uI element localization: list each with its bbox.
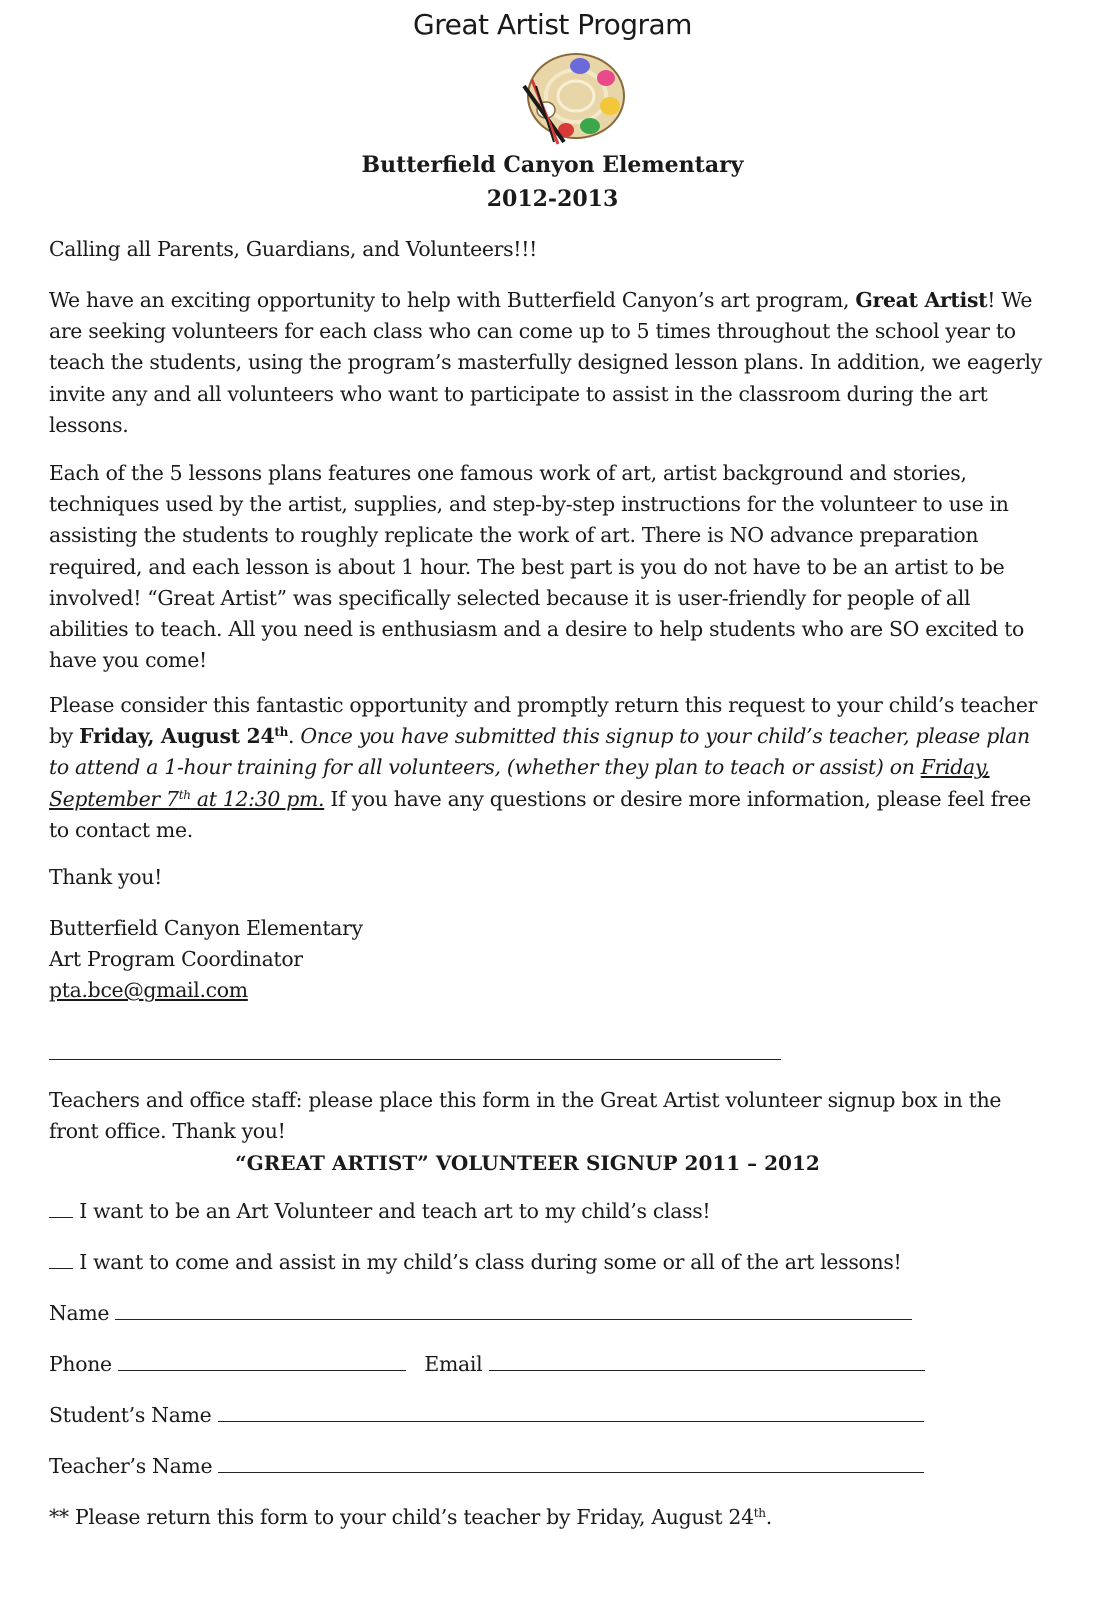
email-label: Email [424, 1352, 483, 1376]
name-input-line[interactable] [115, 1299, 912, 1320]
school-heading [0, 148, 1105, 216]
school-year: 2012-2013 [486, 186, 619, 212]
signup-heading: “GREAT ARTIST” VOLUNTEER SIGNUP 2011 – 2012 [235, 1151, 820, 1175]
option-teach-checkbox-line[interactable] [49, 1197, 73, 1218]
program-name-bold: Great Artist [855, 288, 988, 312]
paint-palette-icon [518, 50, 630, 146]
phone-input-line[interactable] [118, 1350, 406, 1371]
deadline-date: Friday, August 24th [79, 724, 288, 749]
name-label: Name [49, 1301, 110, 1325]
option-teach-label: I want to be an Art Volunteer and teach art to my child’s class! [79, 1199, 711, 1223]
greeting [49, 234, 1049, 265]
paragraph-intro [49, 285, 1049, 441]
phone-label: Phone [49, 1352, 112, 1376]
contact-fields [49, 1349, 925, 1380]
paragraph-lessons [49, 458, 1049, 676]
school-name: Butterfield Canyon Elementary [361, 152, 744, 178]
staff-note-text: Teachers and office staff: please place this form in the Great Artist volunteer signup box in the front office. Thank you! [49, 1088, 1002, 1144]
teacher-name-input-line[interactable] [218, 1452, 924, 1473]
intro-text: We have an exciting opportunity to help with Butterfield Canyon’s art program, [49, 288, 856, 312]
thanks-text: Thank you! [49, 865, 162, 889]
name-field [49, 1298, 912, 1329]
student-name-input-line[interactable] [218, 1401, 924, 1422]
signature-role: Art Program Coordinator [49, 947, 303, 972]
deadline-text: Please consider this fantastic opportunity and promptly return this request to your child’s teacher by [49, 693, 1038, 749]
option-assist-label: I want to come and assist in my child’s class during some or all of the art lessons! [79, 1250, 902, 1274]
signature-school: Butterfield Canyon Elementary [49, 916, 363, 940]
option-assist [49, 1247, 901, 1278]
greeting-text: Calling all Parents, Guardians, and Volunteers!!! [49, 237, 537, 261]
cut-line [49, 1059, 781, 1060]
student-name-label: Student’s Name [49, 1403, 212, 1427]
return-note-text: ** Please return this form to your child’s teacher by Friday, August 24 [49, 1505, 754, 1529]
option-teach [49, 1196, 710, 1227]
signature-email-link[interactable]: pta.bce@gmail.com [49, 978, 248, 1003]
student-name-field [49, 1400, 924, 1431]
option-assist-checkbox-line[interactable] [49, 1248, 73, 1269]
email-input-line[interactable] [489, 1350, 925, 1371]
program-title: Great Artist Program [413, 8, 692, 41]
staff-note [49, 1085, 1049, 1147]
paragraph-deadline: Please consider this fantastic opportunity and promptly return this request to your child’s teacher by Friday, August 24th. Once you have submitted this signup to your child’s teacher, please plan to attend a 1-hour training for all volunteers, (whether they plan to teach or assist) on Friday, September 7th at 12:30 pm. If you have any questions or desire more information, please feel free to contact me. [49, 693, 1038, 842]
lessons-text: Each of the 5 lessons plans features one famous work of art, artist background and stories, techniques used by the artist, supplies, and step-by-step instructions for the volunteer to use in assisting the students to roughly replicate the work of art. There is NO advance preparation required, and each lesson is about 1 hour. The best part is you do not have to be an artist to be involved! “Great Artist” was specifically selected because it is user-friendly for people of all abilities to teach. All you need is enthusiasm and a desire to help students who are SO excited to have you come! [49, 461, 1024, 673]
contact-text: If you have any questions or desire more information, please feel free to contact me. [49, 786, 1031, 842]
signature-block [49, 913, 1049, 1007]
intro-text-cont: ! We are seeking volunteers for each class who can come up to 5 times throughout the school year to teach the students, using the program’s masterfully designed lesson plans. In addition, we eagerly invite any and all volunteers who want to participate to assist in the classroom during the art lessons. [49, 288, 1043, 437]
return-note: ** Please return this form to your child’s teacher by Friday, August 24th. [49, 1505, 772, 1529]
thanks [49, 862, 1049, 893]
teacher-name-label: Teacher’s Name [49, 1454, 213, 1478]
training-note: Once you have submitted this signup to your child’s teacher, please plan to attend a 1-hour training for all volunteers, (whether they plan to teach or assist) on Friday, September 7th at 12:30 pm. [49, 724, 1030, 811]
training-date: Friday, September 7th at 12:30 pm. [49, 755, 990, 811]
teacher-name-field [49, 1451, 924, 1482]
